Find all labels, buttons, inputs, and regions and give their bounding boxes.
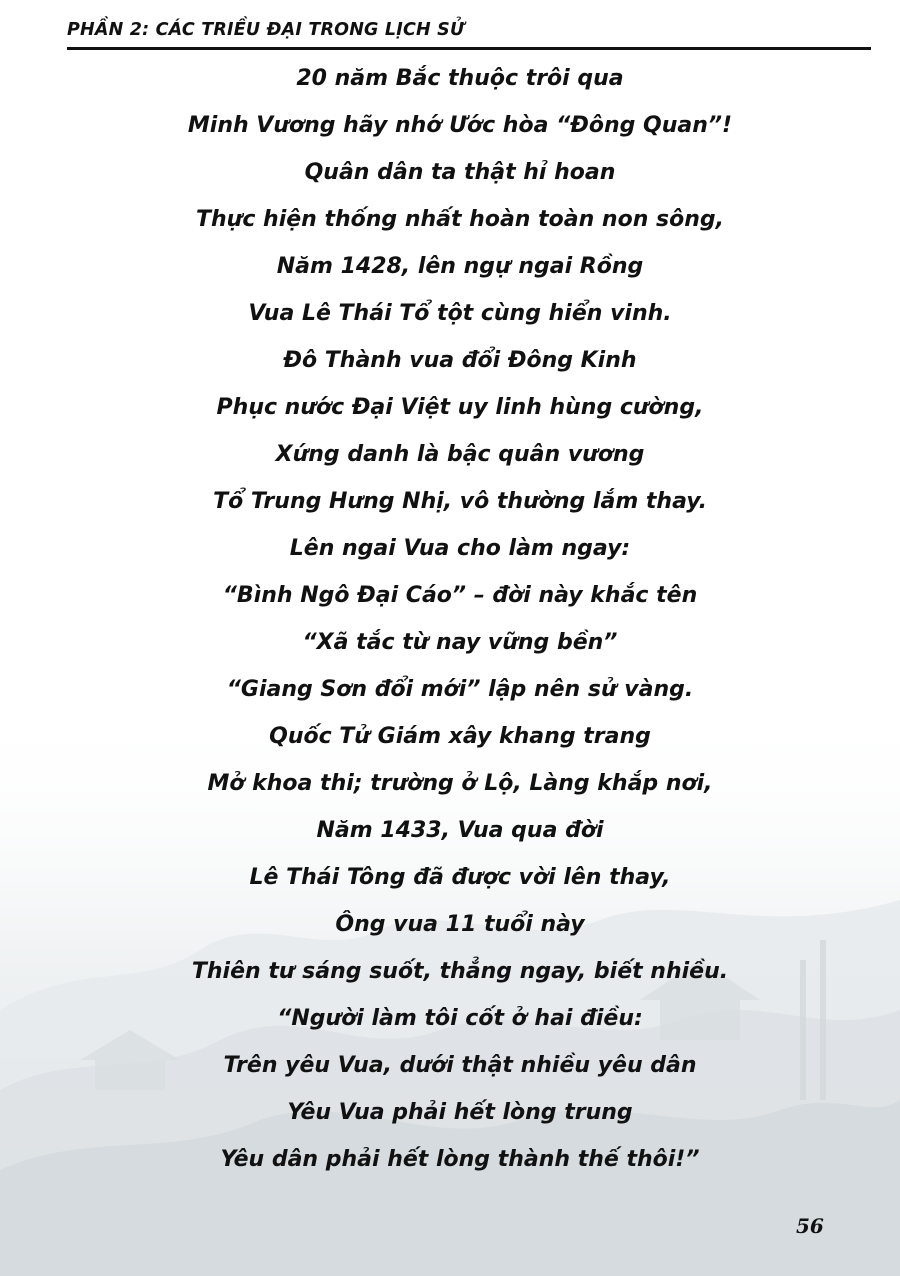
running-header — [67, 18, 871, 42]
poem-line: Phục nước Đại Việt uy linh hùng cường, — [216, 395, 704, 420]
header-divider — [67, 47, 871, 50]
poem-line: “Người làm tôi cốt ở hai điều: — [277, 1006, 643, 1031]
poem-line: Yêu Vua phải hết lòng trung — [287, 1100, 633, 1125]
poem-line: 20 năm Bắc thuộc trôi qua — [296, 66, 624, 91]
poem-line: Xứng danh là bậc quân vương — [275, 442, 645, 467]
poem-line: Đô Thành vua đổi Đông Kinh — [283, 348, 637, 373]
page-number: 56 — [796, 1214, 824, 1238]
poem-line: Ông vua 11 tuổi này — [335, 912, 585, 937]
poem-line: “Giang Sơn đổi mới” lập nên sử vàng. — [226, 677, 694, 702]
poem-line: “Xã tắc từ nay vững bền” — [302, 630, 618, 655]
poem-line: Thực hiện thống nhất hoàn toàn non sông, — [196, 207, 724, 232]
poem-line: Minh Vương hãy nhớ Ước hòa “Đông Quan”! — [187, 113, 733, 138]
poem-line: Quân dân ta thật hỉ hoan — [304, 160, 616, 185]
poem-line: Thiên tư sáng suốt, thẳng ngay, biết nhiều. — [191, 959, 729, 984]
poem-line: Trên yêu Vua, dưới thật nhiều yêu dân — [223, 1053, 697, 1078]
poem-line: Mở khoa thi; trường ở Lộ, Làng khắp nơi, — [207, 771, 713, 796]
poem-line: Năm 1428, lên ngự ngai Rồng — [276, 254, 644, 279]
poem-line: Yêu dân phải hết lòng thành thế thôi!” — [220, 1147, 700, 1172]
poem-line: Lên ngai Vua cho làm ngay: — [289, 536, 631, 561]
poem-line: Vua Lê Thái Tổ tột cùng hiển vinh. — [248, 301, 672, 326]
poem-line: “Bình Ngô Đại Cáo” – đời này khắc tên — [222, 583, 698, 608]
header-title: PHẦN 2: CÁC TRIỀU ĐẠI TRONG LỊCH SỬ — [67, 20, 465, 40]
poem-line: Năm 1433, Vua qua đời — [316, 818, 604, 843]
poem-line: Lê Thái Tông đã được vời lên thay, — [249, 865, 671, 890]
poem-line: Tổ Trung Hưng Nhị, vô thường lắm thay. — [213, 489, 707, 514]
poem-line: Quốc Tử Giám xây khang trang — [269, 724, 651, 749]
